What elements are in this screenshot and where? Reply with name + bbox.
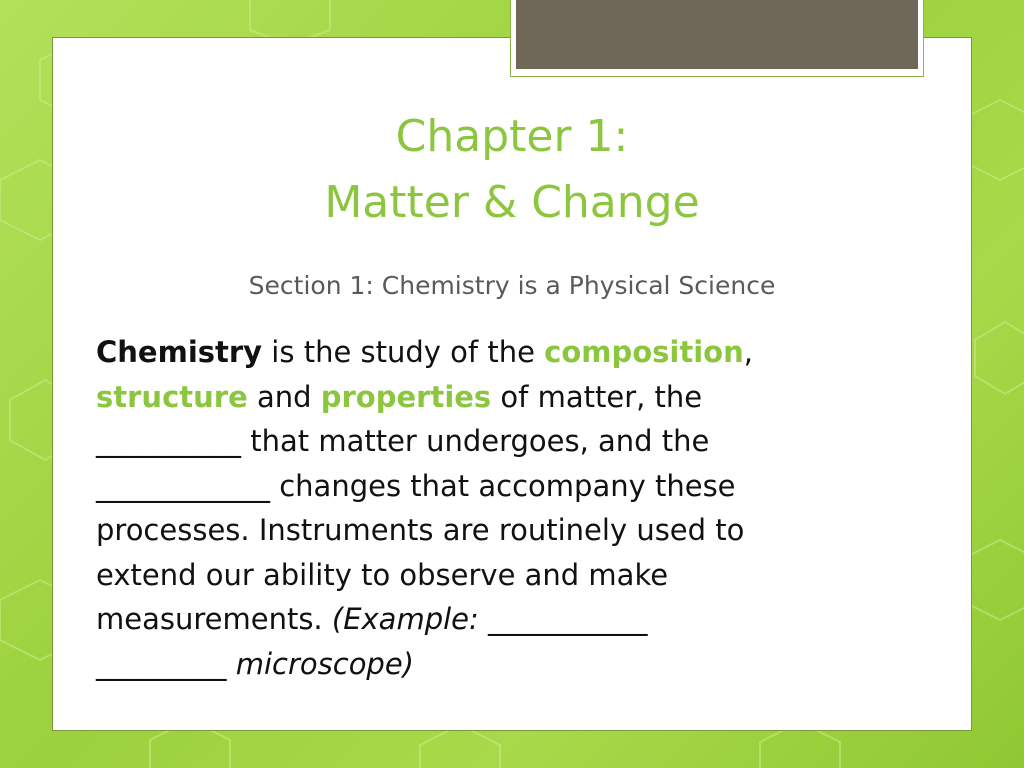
body-line-5: processes. Instruments are routinely used to <box>96 513 745 547</box>
title-line-2: Matter & Change <box>324 177 700 228</box>
keyword-properties: properties <box>320 379 492 414</box>
keyword-structure: structure <box>96 379 248 414</box>
body-text-run: of matter, the <box>491 379 703 414</box>
keyword-composition: composition <box>544 335 744 369</box>
body-text-run: _________ <box>96 646 236 681</box>
body-text-run: and <box>247 379 321 414</box>
slide-body <box>96 330 936 686</box>
example-text: (Example: ___________ <box>331 602 648 636</box>
example-microscope: microscope) <box>235 646 414 681</box>
title-line-1: Chapter 1: <box>395 111 629 162</box>
body-text-run: , <box>743 335 753 369</box>
body-text-run: is the study of the <box>262 335 545 369</box>
slide-subtitle: Section 1: Chemistry is a Physical Science <box>248 271 776 300</box>
header-tab-bar <box>516 0 918 69</box>
body-line-3: __________ that matter undergoes, and the <box>96 424 710 458</box>
body-text-run: measurements. <box>96 602 332 636</box>
body-line-2 <box>96 375 936 420</box>
body-line-1 <box>96 330 936 375</box>
body-line-7 <box>96 597 936 642</box>
slide-title <box>52 104 972 236</box>
body-line-6: extend our ability to observe and make <box>96 557 669 592</box>
body-line-4: ____________ changes that accompany these <box>96 468 736 503</box>
term-chemistry: Chemistry <box>96 335 263 369</box>
body-line-8 <box>96 642 936 687</box>
